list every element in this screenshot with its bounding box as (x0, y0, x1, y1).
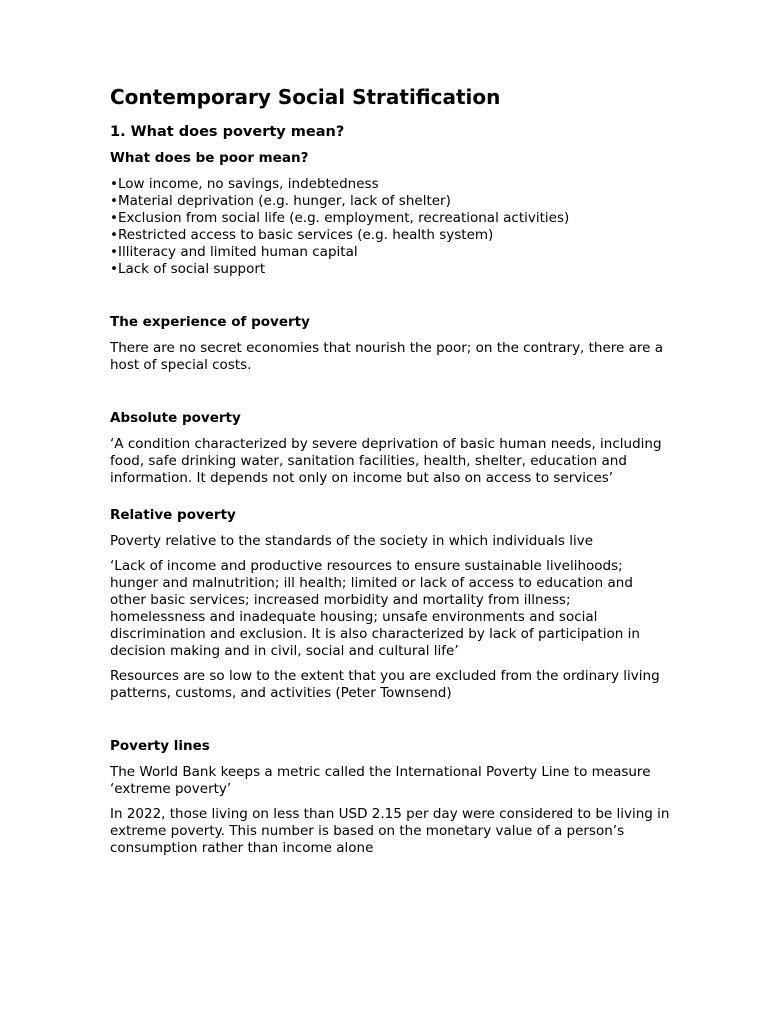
subheading-be-poor: What does be poor mean? (110, 150, 309, 166)
paragraph-world-bank: The World Bank keeps a metric called the International Poverty Line to measure ‘extreme poverty’ (110, 764, 651, 797)
section-heading-poverty-meaning: 1. What does poverty mean? (110, 124, 345, 140)
paragraph-experience: There are no secret economies that nourish the poor; on the contrary, there are a host of special costs. (110, 340, 664, 373)
heading-poverty-lines: Poverty lines (110, 738, 210, 754)
list-item: •Material deprivation (e.g. hunger, lack of shelter) (110, 193, 451, 209)
document-title: Contemporary Social Stratification (110, 85, 501, 109)
document-page (110, 84, 670, 857)
poverty-characteristics-list (110, 176, 670, 278)
list-item: •Low income, no savings, indebtedness (110, 176, 379, 192)
heading-relative-poverty: Relative poverty (110, 507, 236, 523)
list-item: •Restricted access to basic services (e.g. health system) (110, 227, 494, 243)
heading-experience-of-poverty: The experience of poverty (110, 314, 310, 330)
list-item: •Illiteracy and limited human capital (110, 244, 358, 260)
paragraph-absolute-poverty: ‘A condition characterized by severe deprivation of basic human needs, including food, safe drinking water, sanitation facilities, health, shelter, education and information. It depends not only on income but also on access to services’ (110, 436, 662, 486)
paragraph-relative-definition: Poverty relative to the standards of the society in which individuals live (110, 533, 593, 549)
paragraph-extreme-poverty-2022: In 2022, those living on less than USD 2.15 per day were considered to be living in extreme poverty. This number is based on the monetary value of a person’s consumption rather than income alone (110, 806, 670, 856)
list-item: •Lack of social support (110, 261, 266, 277)
paragraph-relative-townsend: Resources are so low to the extent that you are excluded from the ordinary living patterns, customs, and activities (Peter Townsend) (110, 668, 660, 701)
list-item: •Exclusion from social life (e.g. employment, recreational activities) (110, 210, 570, 226)
heading-absolute-poverty: Absolute poverty (110, 410, 241, 426)
paragraph-relative-quote: ‘Lack of income and productive resources to ensure sustainable livelihoods; hunger and malnutrition; ill health; limited or lack of access to education and other basic services; increased morbidity and mortality from illness; homelessness and inadequate housing; unsafe environments and social discrimination and exclusion. It is also characterized by lack of participation in decision making and in civil, social and cultural life’ (110, 558, 640, 659)
